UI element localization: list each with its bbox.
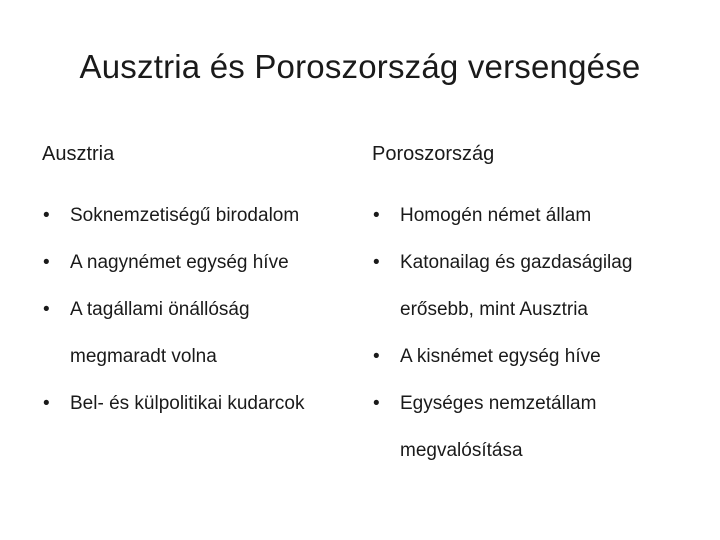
bullet-icon: • (373, 346, 380, 367)
bullet-icon: • (43, 299, 50, 320)
bullet-icon: • (373, 205, 380, 226)
list-item-text: A tagállami önállóság megmaradt volna (70, 299, 250, 367)
left-column (42, 140, 362, 427)
right-bullet-list (372, 192, 702, 474)
bullet-icon: • (43, 252, 50, 273)
list-item-text: Katonailag és gazdaságilag erősebb, mint Ausztria (400, 252, 633, 320)
list-item-text: A nagynémet egység híve (70, 252, 289, 273)
bullet-icon: • (373, 252, 380, 273)
bullet-icon: • (43, 393, 50, 414)
right-column-heading: Poroszország (372, 143, 495, 165)
list-item (372, 192, 702, 239)
list-item-text: Soknemzetiségű birodalom (70, 205, 300, 226)
list-item (42, 380, 362, 427)
list-item (42, 192, 362, 239)
left-column-heading: Ausztria (42, 143, 115, 165)
list-item (42, 239, 362, 286)
list-item (372, 333, 702, 380)
right-column (372, 140, 702, 474)
left-bullet-list (42, 192, 362, 427)
list-item-text: Homogén német állam (400, 205, 592, 226)
slide-title: Ausztria és Poroszország versengése (79, 48, 641, 85)
list-item-text: Egységes nemzetállam megvalósítása (400, 393, 597, 461)
list-item (372, 380, 660, 474)
bullet-icon: • (373, 393, 380, 414)
list-item-text: A kisnémet egység híve (400, 346, 601, 367)
list-item-text: Bel- és külpolitikai kudarcok (70, 393, 305, 414)
list-item (42, 286, 320, 380)
bullet-icon: • (43, 205, 50, 226)
list-item (372, 239, 690, 333)
